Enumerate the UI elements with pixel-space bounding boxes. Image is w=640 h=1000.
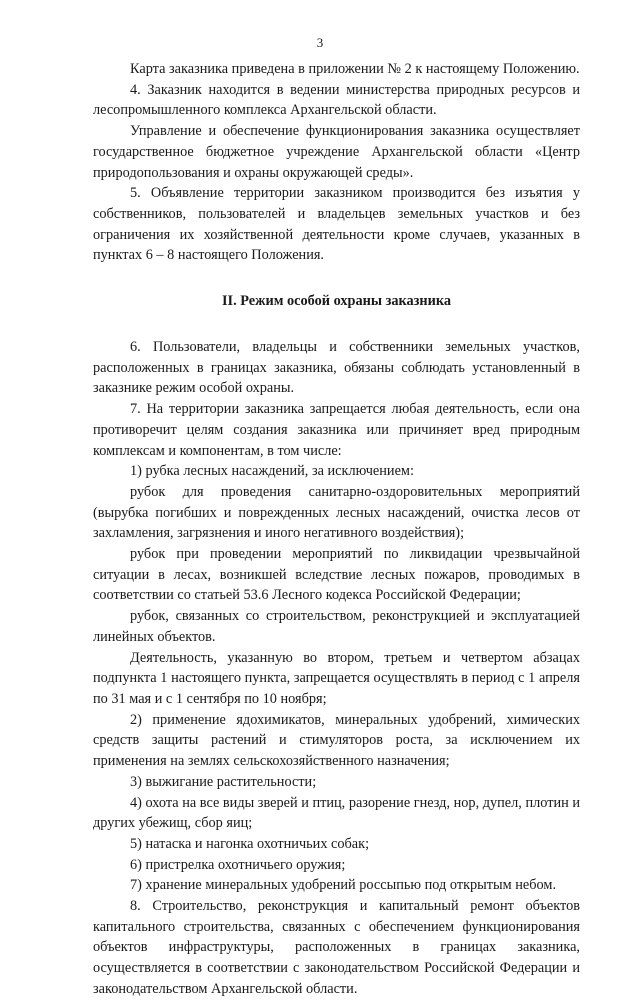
paragraph-5: 5. Объявление территории заказником производится без изъятия у собственников, пользователей и владельцев земельных участков и без ограничения их хозяйственной деятельности кроме случаев, указанных в пунктах 6 – 8 настоящего Положения.: [93, 185, 580, 264]
list-item-2: 2) применение ядохимикатов, минеральных удобрений, химических средств защиты растений и стимуляторов роста, за исключением их применения на землях сельскохозяйственного назначения;: [93, 711, 580, 770]
paragraph-period-restriction: Деятельность, указанную во втором, третьем и четвертом абзацах подпункта 1 настоящего пункта, запрещается осуществлять в период с 1 апреля по 31 мая и с 1 сентября по 10 ноября;: [93, 649, 580, 707]
paragraph-4: 4. Заказник находится в ведении министерства природных ресурсов и лесопромышленного комплекса Архангельской области.: [93, 81, 580, 119]
list-item-1-sanitary: рубок для проведения санитарно-оздоровительных мероприятий (вырубка погибших и поврежденных лесных насаждений, очистка лесов от захламления, загрязнения и иного негативного воздействия);: [93, 483, 580, 542]
list-item-1-emergency: рубок при проведении мероприятий по ликвидации чрезвычайной ситуации в лесах, возникшей вследствие лесных пожаров, проводимых в соответствии со статьей 53.6 Лесного кодекса Российской Федерации;: [93, 546, 580, 604]
list-item-6: 6) пристрелка охотничьего оружия;: [130, 856, 346, 873]
list-item-5: 5) натаска и нагонка охотничьих собак;: [130, 835, 370, 852]
list-item-4: 4) охота на все виды зверей и птиц, разорение гнезд, нор, дупел, плотин и других убежищ, сбор яиц;: [93, 794, 580, 832]
paragraph-management: Управление и обеспечение функционирования заказника осуществляет государственное бюджетное учреждение Архангельской области «Центр природопользования и охраны окружающей среды».: [93, 123, 580, 181]
list-item-3: 3) выжигание растительности;: [130, 773, 317, 790]
document-body: [93, 59, 580, 1000]
paragraph-6: 6. Пользователи, владельцы и собственники земельных участков, расположенных в границах заказника, обязаны соблюдать установленный в заказнике режим особой охраны.: [93, 339, 580, 397]
paragraph-8: 8. Строительство, реконструкция и капитальный ремонт объектов капитального строительства, связанных с обеспечением функционирования объектов инфраструктуры, расположенных в границах заказника, осуществляется в соответствии с законодательством Российской Федерации и законодательством Архангельской области.: [93, 898, 580, 997]
section-heading: II. Режим особой охраны заказника: [221, 293, 452, 310]
list-item-7: 7) хранение минеральных удобрений россыпью под открытым небом.: [130, 877, 557, 894]
page-number: 3: [316, 35, 324, 50]
paragraph-map-reference: Карта заказника приведена в приложении № 2 к настоящему Положению.: [130, 61, 580, 77]
list-item-1-linear: рубок, связанных со строительством, реконструкцией и эксплуатацией линейных объектов.: [93, 608, 580, 645]
list-item-1: 1) рубка лесных насаждений, за исключением:: [130, 463, 414, 480]
paragraph-7: 7. На территории заказника запрещается любая деятельность, если она противоречит целям создания заказника или причиняет вред природным комплексам и компонентам, в том числе:: [93, 401, 580, 459]
